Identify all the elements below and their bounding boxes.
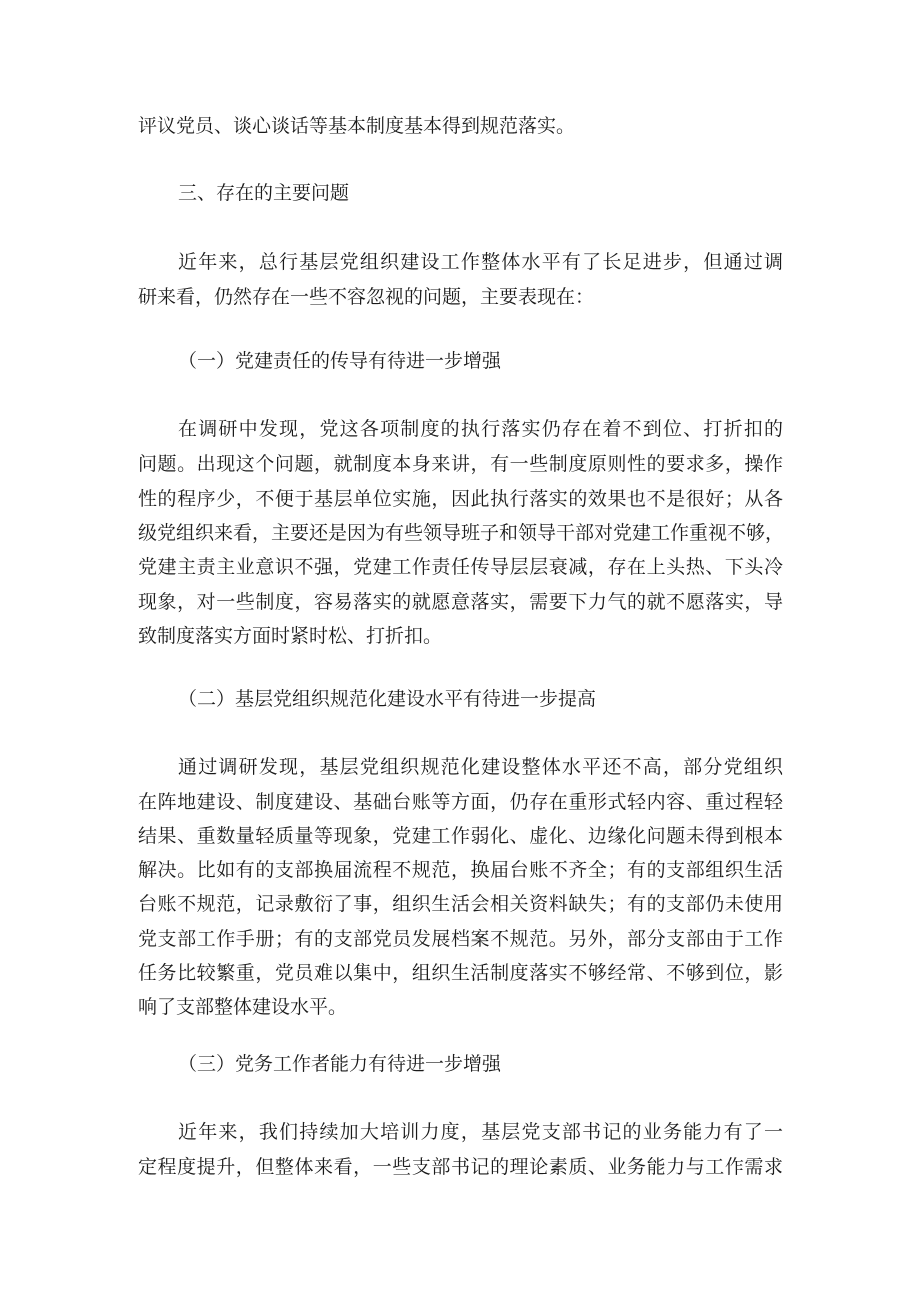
subsection-heading: （一）党建责任的传导有待进一步增强 [178,350,502,372]
paragraph-line: 通过调研发现，基层党组织规范化建设整体水平还不高，部分党组织 [178,756,783,778]
paragraph-line: 党建主责主业意识不强，党建工作责任传导层层衰减，存在上头热、下头冷 [138,556,783,578]
paragraph-line: 性的程序少，不便于基层单位实施，因此执行落实的效果也不是很好；从各 [138,488,783,510]
paragraph-line: 近年来，总行基层党组织建设工作整体水平有了长足进步，但通过调 [178,251,783,273]
paragraph-line: 评议党员、谈心谈话等基本制度基本得到规范落实。 [138,115,576,137]
paragraph-line: 致制度落实方面时紧时松、打折扣。 [138,625,443,647]
paragraph-line: 在调研中发现，党这各项制度的执行落实仍存在着不到位、打折扣的 [178,418,783,440]
paragraph-line: 响了支部整体建设水平。 [138,996,348,1018]
paragraph-line: 任务比较繁重，党员难以集中，组织生活制度落实不够经常、不够到位，影 [138,962,783,984]
paragraph-line: 在阵地建设、制度建设、基础台账等方面，仍存在重形式轻内容、重过程轻 [138,791,783,813]
paragraph-line: 解决。比如有的支部换届流程不规范，换届台账不齐全；有的支部组织生活 [138,859,783,881]
paragraph-line: 台账不规范，记录敷衍了事，组织生活会相关资料缺失；有的支部仍未使用 [138,893,783,915]
paragraph-line: 现象，对一些制度，容易落实的就愿意落实，需要下力气的就不愿落实，导 [138,591,783,613]
paragraph-line: 问题。出现这个问题，就制度本身来讲，有一些制度原则性的要求多，操作 [138,453,783,475]
subsection-heading: （二）基层党组织规范化建设水平有待进一步提高 [178,688,597,710]
section-heading: 三、存在的主要问题 [178,182,350,204]
subsection-heading: （三）党务工作者能力有待进一步增强 [178,1053,502,1075]
paragraph-line: 级党组织来看，主要还是因为有些领导班子和领导干部对党建工作重视不够， [138,522,785,544]
paragraph-line: 党支部工作手册；有的支部党员发展档案不规范。另外，部分支部由于工作 [138,928,783,950]
paragraph-line: 定程度提升，但整体来看，一些支部书记的理论素质、业务能力与工作需求 [138,1156,783,1178]
paragraph-line: 结果、重数量轻质量等现象，党建工作弱化、虚化、边缘化问题未得到根本 [138,825,783,847]
paragraph-line: 研来看，仍然存在一些不容忽视的问题，主要表现在： [138,286,595,308]
paragraph-line: 近年来，我们持续加大培训力度，基层党支部书记的业务能力有了一 [178,1121,783,1143]
